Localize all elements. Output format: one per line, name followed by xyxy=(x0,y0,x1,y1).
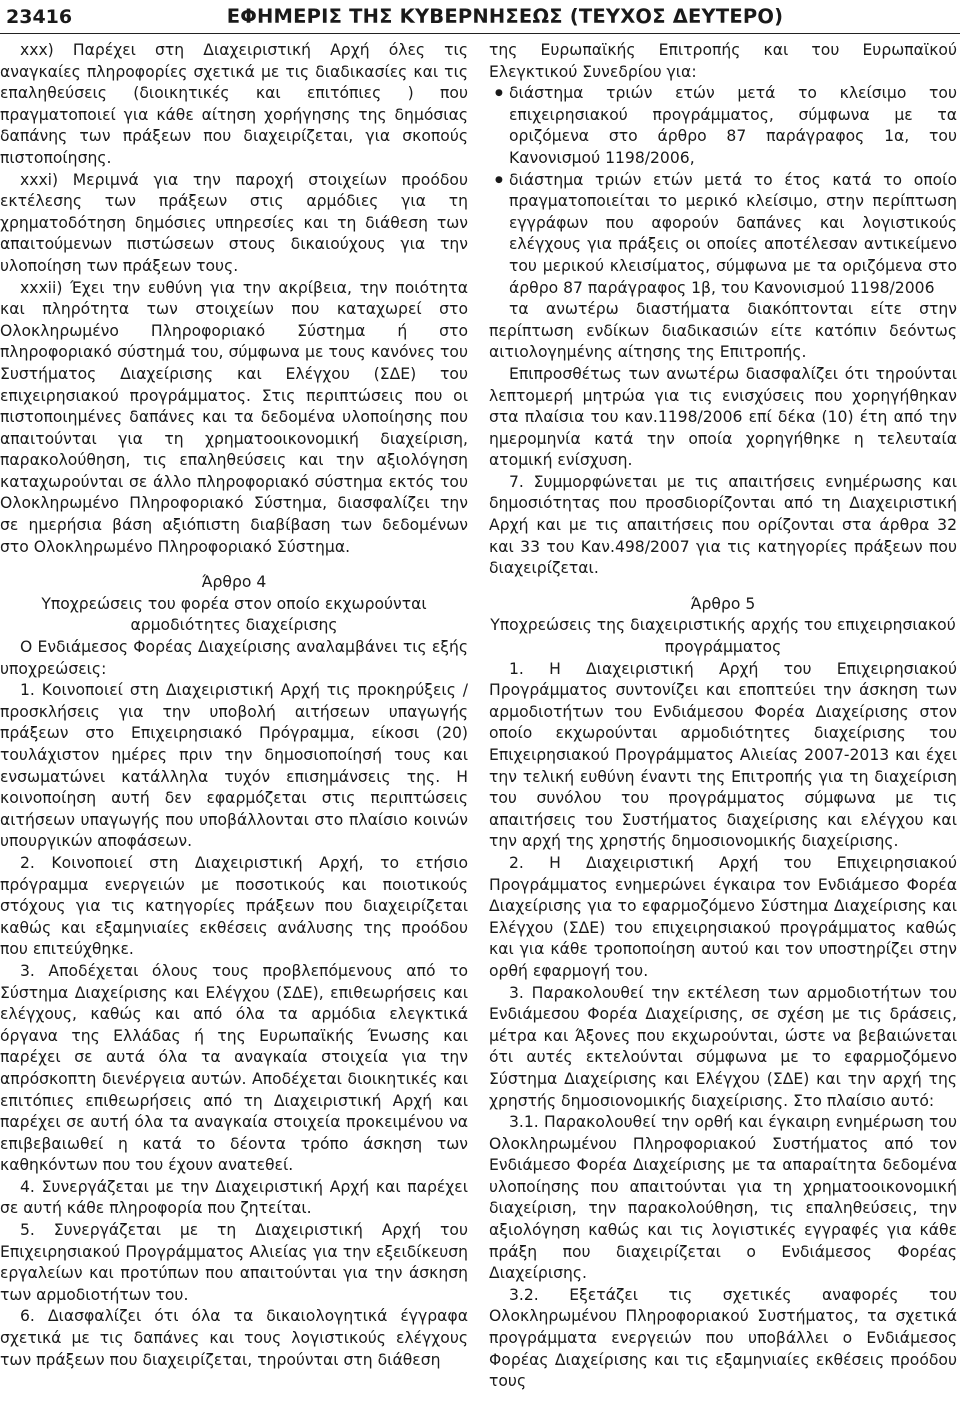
article-5-item-1: 1. Η Διαχειριστική Αρχή του Επιχειρησιακού Προγράμματος συντονίζει και εποπτεύει την άσκηση των αρμοδιοτήτων του Ενδιάμεσου Φορέα Διαχείρισης στον οποίο εκχωρούνται αρμοδιότητες διαχείρισης του Επιχειρησιακού Προγράμματος Αλιείας 2007-2013 και έχει την τελική ευθύνη έναντι της Επιτροπής για τη διαχείριση του συνόλου του προγράμματος σύμφωνα με τις απαιτήσεις του Συστήματος διαχείρισης και ελέγχου και την αρχή της χρηστής δημοσιονομικής διαχείρισης. xyxy=(489,659,957,851)
article-4-item-2: 2. Κοινοποιεί στη Διαχειριστική Αρχή, το ετήσιο πρόγραμμα ενεργειών με ποσοτικούς και ποιοτικούς στόχους για τις κατηγορίες πράξεων που διαχειρίζεται καθώς και εξαμηνιαίες εκθέσεις ανάλυσης της προόδου που επιτεύχθηκε. xyxy=(0,853,468,959)
bullet-item-2: ● διάστημα τριών ετών μετά το έτος κατά το οποίο πραγματοποιείται το μερικό κλείσιμο, στην περίπτωση εγγράφων που αφορούν δαπάνες και λογιστικούς ελέγχους για πράξεις οι οποίες αποτέλεσαν αντικείμενο του μερικού κλεισίματος, σύμφωνα με τα οριζόμενα στο άρθρο 87 παράγραφος 1β, του Κανονισμού 1198/2006 xyxy=(489,170,957,300)
article-4-intro: Ο Ενδιάμεσος Φορέας Διαχείρισης αναλαμβάνει τις εξής υποχρεώσεις: xyxy=(0,638,468,678)
article-5-title: Άρθρο 5 xyxy=(690,594,756,613)
paragraph-suspension: τα ανωτέρω διαστήματα διακόπτονται είτε στην περίπτωση ενδίκων διαδικασιών είτε κατόπιν δεόντως αιτιολογημένης αίτησης της Επιτροπής. xyxy=(489,300,957,362)
paragraph-xxxi: xxxi) Μεριμνά για την παροχή στοιχείων προόδου εκτέλεσης των πράξεων στις αρμόδιες για τη χρηματοδότηση δημόσιες υπηρεσίες και τη διάθεση των απαιτούμενων πιστώσεων στους δικαιούχους για την υλοποίηση των πράξεων τους. xyxy=(0,170,468,275)
spacer xyxy=(0,558,468,572)
bullet-item-1: ● διάστημα τριών ετών μετά το κλείσιμο του επιχειρησιακού προγράμματος, σύμφωνα με τα οριζόμενα στο άρθρο 87 παράγραφος 1α, του Κανονισμού 1198/2006, xyxy=(489,83,957,169)
paragraph-additional: Επιπροσθέτως των ανωτέρω διασφαλίζει ότι τηρούνται λεπτομερή μητρώα για τις ενισχύσεις που χορηγήθηκαν στα πλαίσια του καν.1198/2006 επί δέκα (10) έτη από την ημερομηνία κατά την οποία χορηγήθηκε η τελευταία ατομική ενίσχυση. xyxy=(489,364,957,470)
paragraph-xxx: xxx) Παρέχει στη Διαχειριστική Αρχή όλες τις αναγκαίες πληροφορίες σχετικά με τις διαδικασίες και τις επαληθεύσεις (διοικητικές και επιτόπιες ) που πραγματοποιεί για κάθε αίτηση χορήγησης της δημόσιας δαπάνης των πράξεων που διαχειρίζεται, για σκοπούς πιστοποίησης. xyxy=(0,41,468,167)
article-4-item-3: 3. Αποδέχεται όλους τους προβλεπόμενους από το Σύστημα Διαχείρισης και Ελέγχου (ΣΔΕ), επιθεωρήσεις και ελέγχους, καθώς και από όλα τα αρμόδια ελεγκτικά όργανα της Ελλάδας ή της Ευρωπαϊκής Ένωσης και παρέχει σε αυτά όλα τα αναγκαία στοιχεία για την απρόσκοπτη διενέργεια αυτών. Αποδέχεται διοικητικές και επιτόπιες επιθεωρήσεις από τη Διαχειριστική Αρχή και παρέχει σε αυτή όλα τα αναγκαία στοιχεία προκειμένου να επιβεβαιωθεί η κατά το δέοντα τρόπο άσκηση των καθηκόντων που του έχουν ανατεθεί. xyxy=(0,961,468,1175)
article-4-item-1: 1. Κοινοποιεί στη Διαχειριστική Αρχή τις προκηρύξεις / προσκλήσεις για την υποβολή αιτήσεων υπαγωγής πράξεων στο Επιχειρησιακό Πρόγραμμα, είκοσι (20) τουλάχιστον ημέρες πριν την δημοσιοποίησή τους και ενσωματώνει κατάλληλα τυχόν επισημάνσεις της. Η κοινοποίηση αυτή δεν εφαρμόζεται στις περιπτώσεις αιτήσεων υπαγωγής που υποβάλλονται στο πλαίσιο κοινών υπουργικών αποφάσεων. xyxy=(0,681,468,851)
article-4-item-6: 6. Διασφαλίζει ότι όλα τα δικαιολογητικά έγγραφα σχετικά με τις δαπάνες και τους λογιστικούς ελέγχους των πράξεων που διαχειρίζεται, τηρούνται στη διάθεση xyxy=(0,1307,468,1369)
article-5-item-3: 3. Παρακολουθεί την εκτέλεση των αρμοδιοτήτων του Ενδιάμεσου Φορέα Διαχείρισης, σε σχέση με τις δράσεις, μέτρα και Άξονες που εκχωρούνται, ώστε να βεβαιώνεται ότι αυτές εκτελούνται σύμφωνα με το εφαρμοζόμενο Σύστημα Διαχείρισης και Ελέγχου (ΣΔΕ) και την αρχή της χρηστής δημοσιονομικής διαχείρισης. Στο πλαίσιο αυτό: xyxy=(489,983,957,1110)
paragraph-xxxii: xxxii) Έχει την ευθύνη για την ακρίβεια, την ποιότητα και πληρότητα των στοιχείων που καταχωρεί στο Ολοκληρωμένο Πληροφοριακό Σύστημα ή στο πληροφοριακό σύστημά του, σύμφωνα με τους κανόνες του Συστήματος Διαχείρισης και Ελέγχου (ΣΔΕ) του επιχειρησιακού προγράμματος. Στις περιπτώσεις που οι πιστοποιημένες δαπάνες και τα δεδομένα υλοποίησης που απαιτούνται για τη χρηματοοικονομική διαχείριση, παρακολούθηση, τις επαληθεύσεις και την αξιολόγηση καταχωρούνται σε άλλο πληροφοριακό σύστημα εκτός του Ολοκληρωμένο Πληροφοριακό Σύστημα, διασφαλίζει την σε ημερήσια βάση αξιόπιστη διαβίβαση των δεδομένων στο Ολοκληρωμένο Πληροφοριακό Σύστημα. xyxy=(0,278,468,556)
article-4-subtitle: Υποχρεώσεις του φορέα στον οποίο εκχωρούνται αρμοδιότητες διαχείρισης xyxy=(41,594,427,635)
article-4-item-4: 4. Συνεργάζεται με την Διαχειριστική Αρχή και παρέχει σε αυτή κάθε πληροφορία που ζητείται. xyxy=(0,1177,468,1218)
header-rule xyxy=(0,33,960,34)
page-header xyxy=(0,0,960,33)
article-5-subtitle: Υποχρεώσεις της διαχειριστικής αρχής του επιχειρησιακού προγράμματος xyxy=(490,616,956,657)
page-number: 23416 xyxy=(6,5,73,28)
gazette-title: ΕΦΗΜΕΡΙΣ ΤΗΣ ΚΥΒΕΡΝΗΣΕΩΣ (ΤΕΥΧΟΣ ΔΕΥΤΕΡΟ) xyxy=(226,5,784,28)
article-5-item-3-1: 3.1. Παρακολουθεί την ορθή και έγκαιρη ενημέρωση του Ολοκληρωμένου Πληροφοριακού Συστήματος από τον Ενδιάμεσο Φορέα Διαχείρισης με τα απαραίτητα δεδομένα υλοποίησης που απαιτούνται για τη χρηματοοικονομική διαχείριση, την παρακολούθηση, τις επαληθεύσεις, την αξιολόγηση καθώς και τις λογιστικές εγγραφές για κάθε πράξη που διαχειρίζεται ο Ενδιάμεσος Φορέας Διαχείρισης. xyxy=(489,1113,957,1283)
right-column xyxy=(489,40,957,1393)
article-4-item-5: 5. Συνεργάζεται με τη Διαχειριστική Αρχή του Επιχειρησιακού Προγράμματος Αλιείας για την εξειδίκευση εργαλείων και προτύπων που απαιτούνται για την άσκηση των αρμοδιοτήτων του. xyxy=(0,1221,468,1304)
spacer xyxy=(489,580,957,594)
article-5-item-2: 2. Η Διαχειριστική Αρχή του Επιχειρησιακού Προγράμματος ενημερώνει έγκαιρα τον Ενδιάμεσο Φορέα Διαχείρισης για το εφαρμοζόμενο Σύστημα Διαχείρισης και Ελέγχου (ΣΔΕ) του επιχειρησιακού προγράμματος καθώς και για κάθε τροποποίηση αυτού και τον υποστηρίζει στην ορθή εφαρμογή του. xyxy=(489,853,957,980)
left-column xyxy=(0,40,468,1371)
article-5-item-3-2: 3.2. Εξετάζει τις σχετικές αναφορές του Ολοκληρωμένου Πληροφοριακού Συστήματος, τα σχετικά προγράμματα ενεργειών που υποβάλλει ο Ενδιάμεσος Φορέας Διαχείρισης και τις εξαμηνιαίες εκθέσεις προόδου τους xyxy=(489,1285,957,1391)
article-4-item-7: 7. Συμμορφώνεται με τις απαιτήσεις ενημέρωσης και δημοσιότητας που προσδιορίζονται από τη Διαχειριστική Αρχή και με τις απαιτήσεις που ορίζονται στα άρθρα 32 και 33 του Καν.498/2007 για τις κατηγορίες πράξεων που διαχειρίζεται. xyxy=(489,472,957,578)
article-4-title: Άρθρο 4 xyxy=(201,573,267,592)
paragraph-continuation: της Ευρωπαϊκής Επιτροπής και του Ευρωπαϊκού Ελεγκτικού Συνεδρίου για: xyxy=(489,41,957,81)
